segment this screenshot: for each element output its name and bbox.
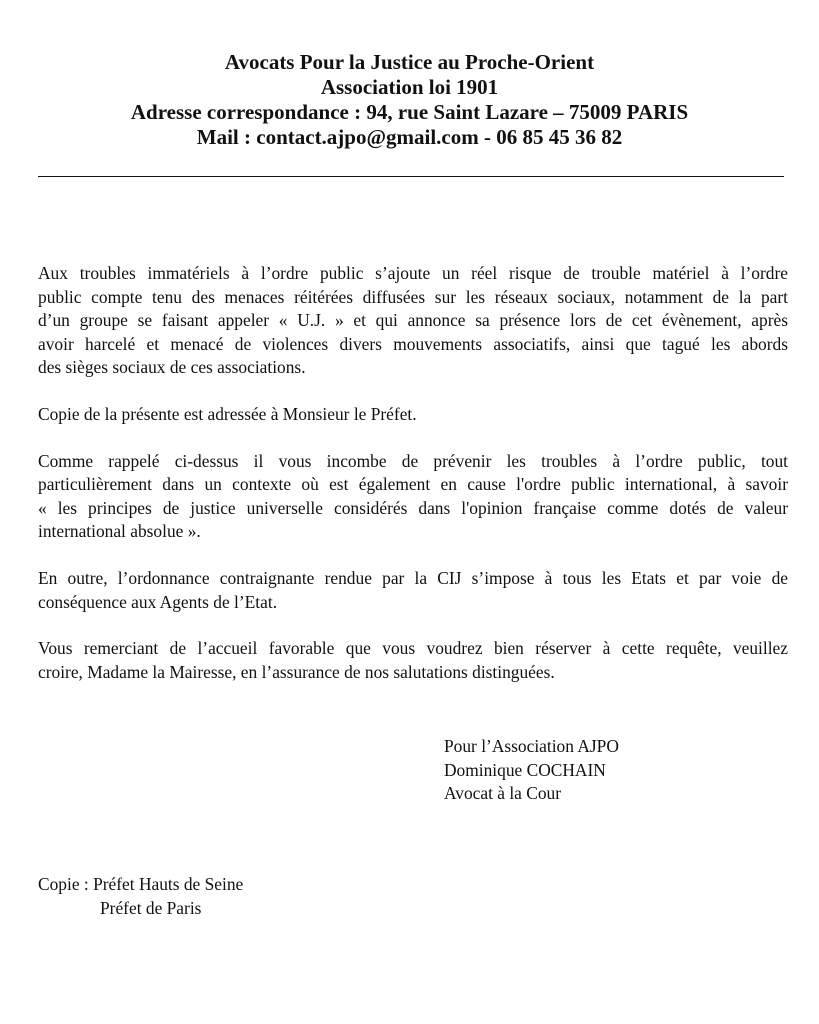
association-name: Avocats Pour la Justice au Proche-Orient [224,50,595,74]
text-line: public compte tenu des menaces réitérées diffusées sur les réseaux sociaux, notamment de la part [38,286,788,307]
text-line: particulièrement dans un contexte où est également en cause l'ordre public international, à savoir [38,474,788,495]
paragraph-closing [38,637,788,684]
text-line: En outre, l’ordonnance contraignante rendue par la CIJ s’impose à tous les Etats et par voie de [38,567,788,588]
text-line: international absolue ». [38,521,201,542]
association-address: Adresse correspondance : 94, rue Saint Lazare – 75009 PARIS [130,100,689,124]
letterhead [0,50,819,150]
signature-association: Pour l’Association AJPO [444,736,619,756]
header-divider [38,176,784,177]
letter-body [38,262,788,684]
association-contact: Mail : contact.ajpo@gmail.com - 06 85 45 36 82 [196,125,623,149]
signature-title: Avocat à la Cour [444,783,562,804]
text-line: d’un groupe se faisant appeler « U.J. » et qui annonce sa présence lors de cet évènement, après [38,310,788,331]
paragraph-public-order-risk [38,262,788,380]
text-line: Aux troubles immatériels à l’ordre public s’ajoute un réel risque de trouble matériel à l’ordre [38,263,788,283]
copy-recipient-hauts-de-seine: Copie : Préfet Hauts de Seine [38,874,244,894]
copy-recipient-paris: Préfet de Paris [100,897,202,918]
text-line: « les principes de justice universelle considérés dans l'opinion française comme dotés de valeur [38,497,788,518]
paragraph-duty-reminder [38,450,788,544]
text-line: Vous remerciant de l’accueil favorable que vous voudrez bien réserver à cette requête, veuillez [38,638,788,659]
signature-block [444,735,619,806]
text-line: conséquence aux Agents de l’Etat. [38,591,278,612]
signature-name: Dominique COCHAIN [444,759,606,780]
text-line: des sièges sociaux de ces associations. [38,357,306,378]
paragraph-icj-order [38,567,788,614]
copies-block [38,873,243,920]
paragraph-copy-prefect [38,403,788,427]
text-line: Comme rappelé ci-dessus il vous incombe de prévenir les troubles à l’ordre public, tout [38,450,788,471]
text-line: croire, Madame la Mairesse, en l’assurance de nos salutations distinguées. [38,661,555,682]
association-status: Association loi 1901 [320,75,499,99]
text-line: Copie de la présente est adressée à Monsieur le Préfet. [38,403,417,424]
text-line: avoir harcelé et menacé de violences divers mouvements associatifs, ainsi que tagué les abords [38,333,788,354]
